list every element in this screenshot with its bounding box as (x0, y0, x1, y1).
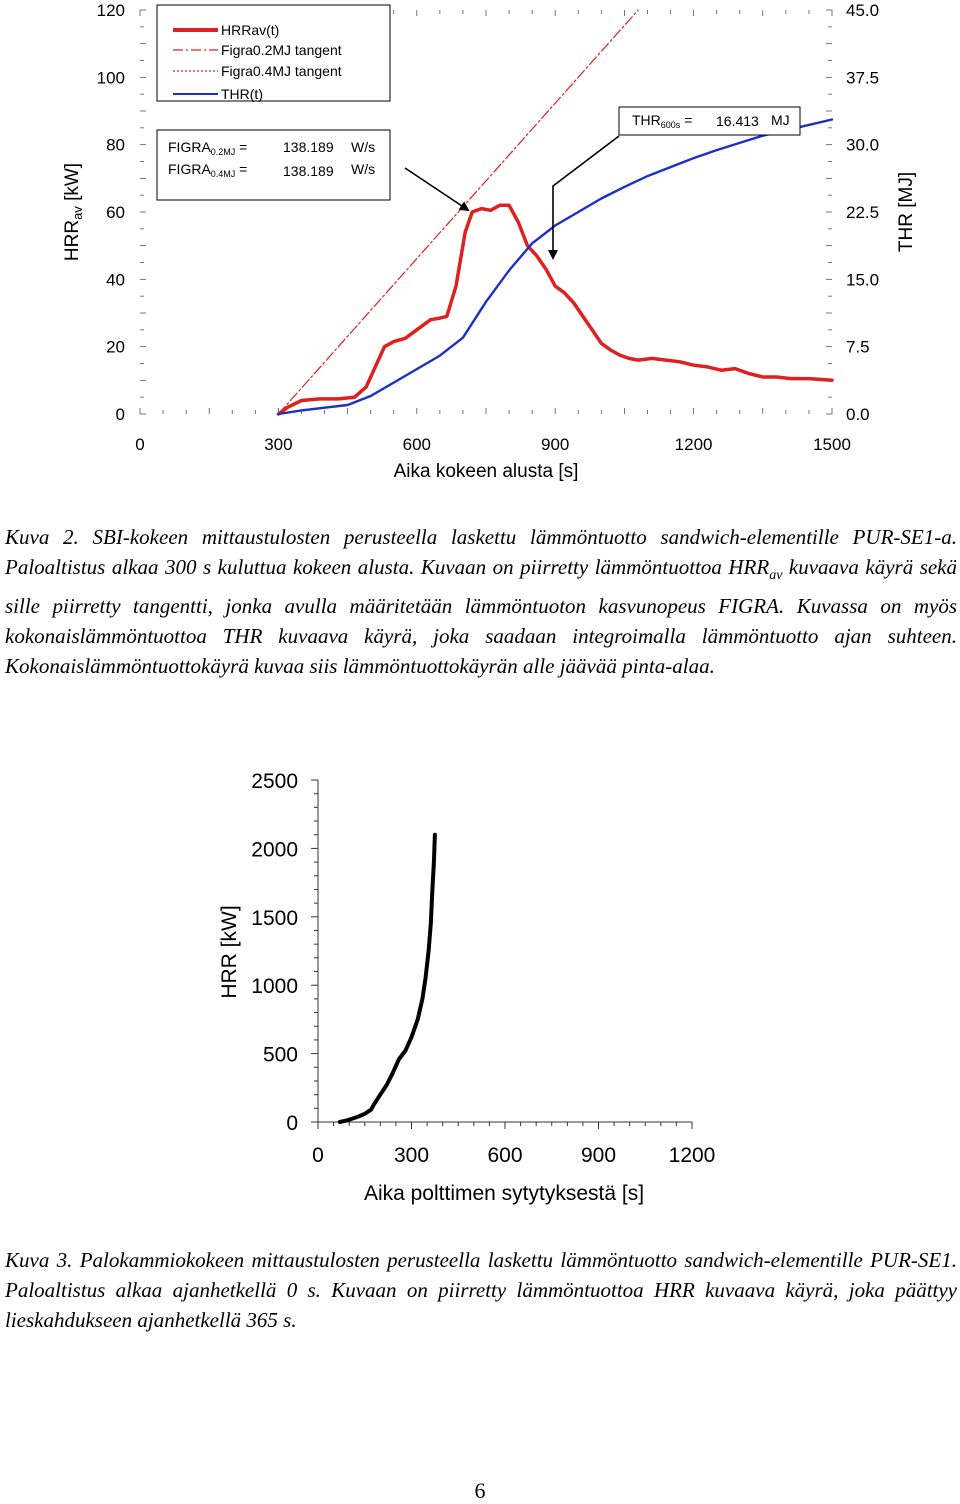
x-axis-title: Aika kokeen alusta [s] (393, 461, 579, 482)
hrrav-line (278, 205, 832, 414)
y-tick-label: 2500 (251, 770, 298, 793)
y-tick-label: 500 (262, 1043, 298, 1067)
figure-3-caption: Kuva 3. Palokammiokokeen mittaustulosten perusteella laskettu lämmöntuotto sandwich-elementille PUR-SE1. Paloaltistus alkaa ajanhetkellä 0 s. Kuvaan on piirretty lämmöntuottoa HRR kuvaava käyrä, joka päättyy lieskahdukseen ajanhetkellä 365 s. (5, 1248, 957, 1332)
chart-series-lines (340, 835, 435, 1122)
y-axis-left-title: $HRR_{av}$ [kW] (62, 162, 85, 262)
hrr-thr-chart (0, 0, 960, 490)
y-left-tick-label: 100 (96, 68, 125, 88)
legend-label: Figra0.4MJ tangent (221, 63, 342, 79)
thr-600s-label: $THR_{600s}$ = (632, 112, 693, 130)
y-right-tick-label: 45.0 (846, 1, 880, 20)
y-left-tick-label: 120 (96, 1, 125, 20)
y-right-tick-label: 15.0 (846, 270, 880, 290)
figra-02-value: 138.189 (283, 139, 334, 155)
legend-label: THR(t) (221, 86, 263, 102)
legend-label: Figra0.2MJ tangent (221, 42, 342, 58)
chart-tick-marks (311, 780, 692, 1129)
y-tick-label: 2000 (251, 838, 298, 862)
y-left-tick-label: 0 (115, 405, 125, 424)
x-tick-label: 1200 (668, 1144, 716, 1167)
y-tick-label: 0 (286, 1112, 298, 1135)
x-tick-label: 900 (541, 435, 570, 454)
x-tick-label: 1200 (674, 435, 713, 454)
x-tick-label: 300 (393, 1144, 430, 1167)
x-tick-label: 600 (487, 1144, 523, 1167)
y-axis-title: HRR [kW] (218, 905, 241, 999)
figra-02-label: $FIGRA_{0.2MJ}$ = (168, 139, 248, 157)
hrr-chart (0, 750, 960, 1220)
x-tick-label: 900 (580, 1144, 617, 1167)
figra-04-label: $FIGRA_{0.4MJ}$ = (168, 161, 248, 179)
thr-600s-unit: MJ (771, 112, 790, 128)
figra-02-unit: W/s (351, 139, 376, 155)
x-tick-label: 300 (264, 435, 293, 454)
x-tick-label: 600 (402, 435, 431, 454)
figra-04-unit: W/s (351, 161, 376, 177)
x-tick-label: 0 (312, 1144, 324, 1167)
y-left-tick-label: 40 (106, 270, 125, 290)
thr-600s-value: 16.413 (716, 113, 759, 129)
y-left-tick-label: 80 (106, 135, 125, 155)
page-number: 6 (474, 1478, 486, 1503)
y-tick-label: 1000 (251, 975, 298, 999)
y-right-tick-label: 37.5 (846, 68, 880, 88)
figra-04-value: 138.189 (283, 163, 334, 179)
figure-2-caption: Kuva 2. SBI-kokeen mittaustulosten perusteella laskettu lämmöntuotto sandwich-elementille PUR-SE1-a. Paloaltistus alkaa 300 s kuluttua kokeen alusta. Kuvaan on piirretty lämmöntuottoa $HRR_{av}$ kuvaava käyrä sekä sille piirretty tangentti, jonka avulla määritetään lämmöntuoton kasvunopeus FIGRA. Kuvassa on myös kokonaislämmöntuottoa THR kuvaava käyrä, joka saadaan integroimalla lämmöntuotto ajan suhteen. Kokonaislämmöntuottokäyrä kuvaa siis lämmöntuottokäyrän alle jäävää pinta-alaa. (5, 525, 958, 679)
chart-tick-labels (251, 770, 715, 1167)
y-left-tick-label: 60 (106, 203, 125, 222)
hrr-line (340, 835, 435, 1122)
x-axis-title: Aika polttimen sytytyksestä [s] (363, 1182, 645, 1205)
arrow-to-thr-curve (553, 136, 619, 258)
y-left-tick-label: 20 (106, 337, 125, 357)
y-right-tick-label: 22.5 (846, 203, 880, 222)
legend-label: HRRav(t) (221, 22, 280, 38)
y-axis-right-title: THR [MJ] (896, 171, 917, 253)
x-tick-label: 0 (135, 435, 145, 454)
y-right-tick-label: 7.5 (846, 337, 870, 357)
arrow-to-figra-tangent (405, 168, 468, 210)
y-right-tick-label: 30.0 (846, 135, 880, 155)
y-right-tick-label: 0.0 (846, 405, 870, 424)
y-tick-label: 1500 (251, 906, 298, 930)
x-tick-label: 1500 (813, 435, 851, 454)
